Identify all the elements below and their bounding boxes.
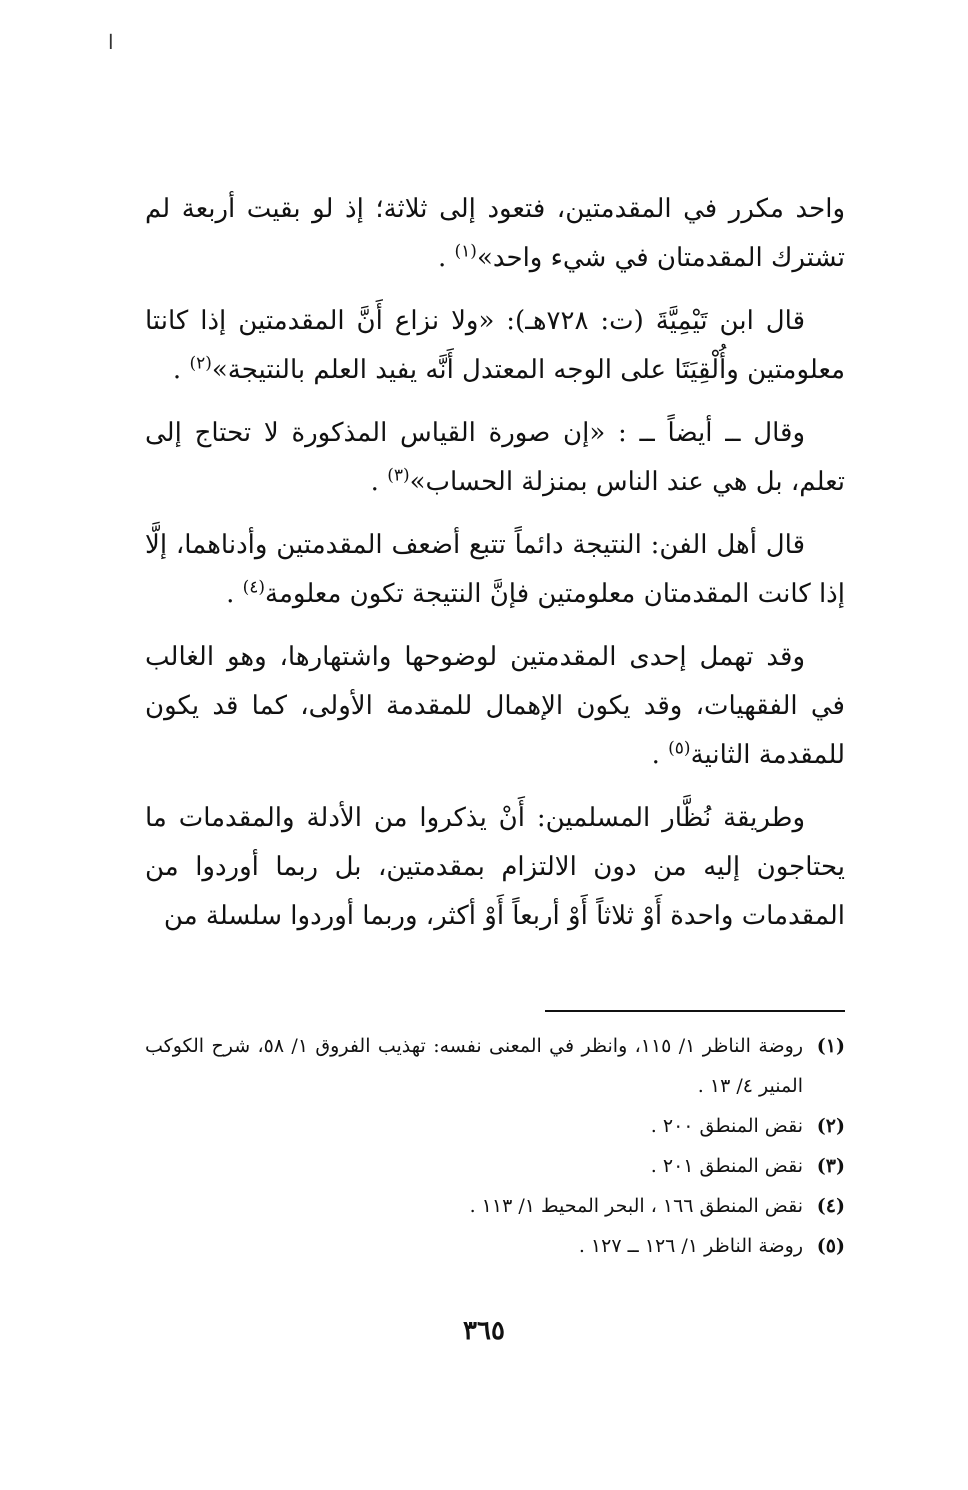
footnote-ref[interactable]: (٢) bbox=[189, 353, 212, 374]
footnote-text: نقض المنطق ٢٠٠ . bbox=[650, 1115, 803, 1137]
footnote-text: نقض المنطق ١٦٦ ، البحر المحيط ١/ ١١٣ . bbox=[469, 1195, 803, 1217]
paragraph-text: وقال ــ أيضاً ــ : «إن صورة القياس المذكورة لا تحتاج إلى تعلم، بل هي عند الناس بمنزلة الحساب» bbox=[145, 418, 845, 497]
footnote-text: روضة الناظر ١/ ١١٥، وانظر في المعنى نفسه: تهذيب الفروق ١/ ٥٨، شرح الكوكب المنير ٤/ ١٣ . bbox=[145, 1035, 803, 1097]
paragraph-tail: . bbox=[651, 740, 669, 770]
footnote-number: (١) bbox=[816, 1035, 845, 1057]
footnote-number: (٤) bbox=[816, 1195, 845, 1217]
footnote-number: (٥) bbox=[816, 1235, 845, 1257]
paragraph bbox=[145, 521, 845, 619]
footnote-divider bbox=[545, 1010, 845, 1012]
corner-mark: ا bbox=[108, 30, 114, 54]
paragraph-text: واحد مكرر في المقدمتين، فتعود إلى ثلاثة؛ إذ لو بقيت أربعة لم تشترك المقدمتان في شيء واحد» bbox=[145, 194, 845, 273]
footnote-item bbox=[145, 1146, 845, 1186]
paragraph bbox=[145, 633, 845, 780]
footnote-text: روضة الناظر ١/ ١٢٦ ــ ١٢٧ . bbox=[578, 1235, 803, 1257]
paragraph-tail: . bbox=[437, 243, 455, 273]
paragraph-tail: . bbox=[226, 579, 243, 609]
page-number: ٣٦٥ bbox=[463, 1316, 505, 1346]
footnote-ref[interactable]: (١) bbox=[454, 241, 477, 262]
paragraph bbox=[145, 794, 845, 941]
paragraph-text: قال أهل الفن: النتيجة دائماً تتبع أضعف المقدمتين وأدناهما، إلَّا إذا كانت المقدمتان معلومتين فإنَّ النتيجة تكون معلومة bbox=[145, 530, 845, 609]
body-text bbox=[145, 185, 845, 955]
footnote-item bbox=[145, 1186, 845, 1226]
footnote-ref[interactable]: (٣) bbox=[387, 465, 410, 486]
footnote-item bbox=[145, 1106, 845, 1146]
footnote-number: (٢) bbox=[816, 1115, 845, 1137]
footnote-number: (٣) bbox=[816, 1155, 845, 1177]
paragraph-text: قال ابن تَيْمِيَّةَ (ت: ٧٢٨هـ): «ولا نزاع أَنَّ المقدمتين إذا كانتا معلومتين وأُلْقِيَتَا على الوجه المعتدل أَنَّه يفيد العلم بالنتيجة» bbox=[145, 306, 845, 385]
paragraph-text: وطريقة نُظَّار المسلمين: أَنْ يذكروا من الأدلة والمقدمات ما يحتاجون إليه من دون الالتزام بمقدمتين، بل ربما أوردوا من المقدمات واحدة أَوْ ثلاثاً أَوْ أربعاً أَوْ أكثر، وربما أوردوا سلسلة من bbox=[145, 803, 845, 931]
paragraph bbox=[145, 297, 845, 395]
footnote-ref[interactable]: (٥) bbox=[668, 738, 691, 759]
footnote-text: نقض المنطق ٢٠١ . bbox=[650, 1155, 803, 1177]
paragraph-text: وقد تهمل إحدى المقدمتين لوضوحها واشتهارها، وهو الغالب في الفقهيات، وقد يكون الإهمال للمقدمة الأولى، كما قد يكون للمقدمة الثانية bbox=[145, 642, 845, 770]
footnote-item bbox=[145, 1226, 845, 1266]
paragraph-tail: . bbox=[370, 467, 388, 497]
paragraph-tail: . bbox=[172, 355, 190, 385]
footnotes bbox=[145, 1026, 845, 1266]
paragraph bbox=[145, 185, 845, 283]
footnote-item bbox=[145, 1026, 845, 1106]
footnote-ref[interactable]: (٤) bbox=[242, 577, 266, 598]
paragraph bbox=[145, 409, 845, 507]
